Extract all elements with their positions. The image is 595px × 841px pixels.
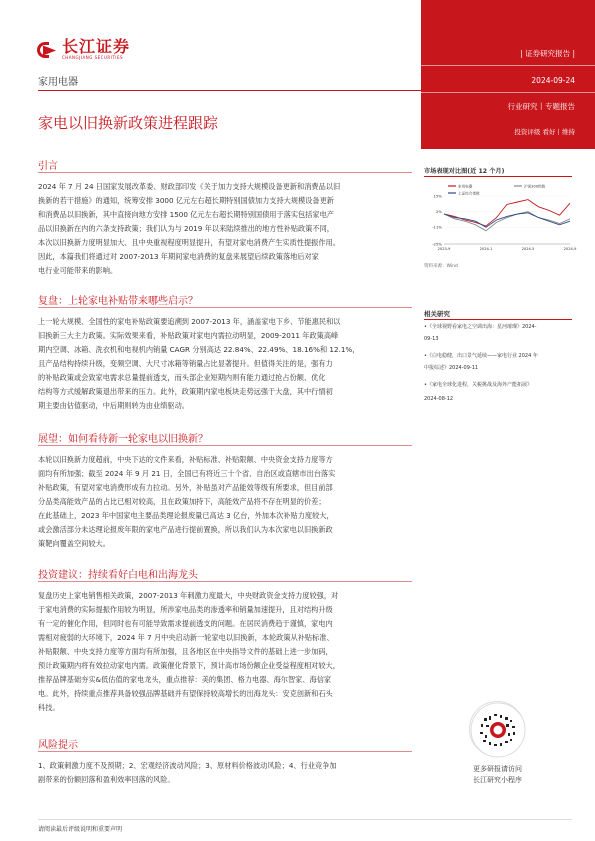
paragraph-line: 品以旧换新在内的六条支持政策；我们认为与 2019 年以来陆续推出的地方性补贴政策不同， [38, 224, 334, 233]
paragraph-line: 复盘历史上家电销售相关政策，2007-2013 年刺激力度最大，中央财政资金支持力度较强，对 [38, 591, 339, 600]
related-research-rule [424, 319, 572, 320]
x-tick-label: 2024-1 [479, 247, 493, 251]
paragraph-line: 预计政策期内将有效拉动家电内需。政策催化背景下，预计高市场份额企业受益程度相对较大， [38, 661, 340, 670]
qr-caption-line2: 长江研究小程序 [473, 776, 522, 784]
y-tick-label: 2% [435, 208, 442, 214]
legend-label: 上证综合指数 [458, 191, 480, 196]
paragraph-line: 电。此外，持续重点推荐具备较强品牌基础并有望保持较高增长的出海龙头：安克创新和石头 [38, 689, 333, 698]
report-title: 家电以旧换新政策进程跟踪 [38, 114, 219, 132]
paragraph-line: 本次以旧换新力度明显加大、且中央重视程度明显提升，有望对家电消费产生实质性提振作用。 [38, 238, 340, 247]
paragraph-line: 的补贴政策或会致家电需求总量提前透支，而头部企业短期内则有能力通过抢占份额、优化 [38, 373, 326, 382]
paragraph-line: 因此，本篇我们将通过对 2007-2013 年期间家电消费的复盘来展望后续政策落地后对家 [38, 252, 319, 261]
chart-title-rule [424, 176, 572, 177]
series-line [444, 212, 570, 231]
related-research-item: 09-13 [424, 336, 439, 342]
qr-code-icon [470, 702, 526, 758]
paragraph-line: 在此基础上，2023 年中国家电主要品类理论报废量已高达 3 亿台，外加本次补贴力度较大， [38, 511, 334, 520]
x-tick-label: 2024-9 [563, 247, 577, 251]
qr-caption-line1: 更多研报请访问 [473, 765, 522, 773]
footer-divider [38, 819, 572, 820]
section-rule [38, 445, 412, 446]
section-rule [38, 751, 412, 752]
report-date: 2024-09-24 [531, 76, 575, 85]
paragraph-line: 2024 年 7 月 24 日国家发展改革委、财政部印发《关于加力支持大规模设备更新和消费品以旧 [38, 182, 341, 191]
footer-disclaimer: 请阅读最后评级说明和重要声明 [38, 826, 123, 833]
paragraph-line: 策靶向覆盖空间较大。 [38, 539, 110, 548]
section-rule [38, 172, 412, 173]
section-paragraph [38, 589, 412, 715]
investment-rating: 投资评级 看好丨维持 [514, 128, 575, 136]
paragraph-line: 分品类高能效产品的占比已相对较高，且在政策加持下，高能效产品将不存在明显的价差； [38, 497, 326, 506]
section-paragraph [38, 315, 412, 413]
paragraph-line: 推荐品牌基础夯实&低估值的家电龙头，重点推荐：美的集团、格力电器、海尔智家、海信家 [38, 675, 332, 684]
report-type: | 证券研究报告 | [520, 49, 575, 58]
paragraph-line: 或会激活部分未达理论报废年限的家电产品进行提前置换，所以我们认为本次家电以旧换新政 [38, 525, 333, 534]
y-tick-label: -25% [432, 241, 442, 247]
paragraph-line: 剧带来的份额回落和盈利效率回落的风险。 [38, 775, 175, 784]
panel-divider [421, 92, 595, 93]
related-research-item[interactable]: •《全球视野看家电之空调出海：星河璀璨》2024- [424, 324, 537, 330]
paragraph-line: 面均有所加强；截至 2024 年 9 月 21 日，全国已有将近三十个省、自治区或直辖市出台落实 [38, 469, 336, 478]
paragraph-line: 且产品结构持续升级，变频空调、大尺寸冰箱等销量占比显著提升。但值得关注的是，强有力 [38, 359, 333, 368]
x-tick-label: 2023-9 [437, 247, 451, 251]
section-rule [38, 581, 412, 582]
paragraph-line: 需相对疲弱的大环境下，2024 年 7 月中央启动新一轮家电以旧换新，本轮政策从补贴标准、 [38, 633, 334, 642]
related-research-title: 相关研究 [424, 310, 450, 318]
paragraph-line: 上一轮大规模、全国性的家电补贴政策要追溯到 2007-2013 年，涵盖家电下乡、节能惠民和以 [38, 317, 341, 326]
logo-english-name: CHANGJIANG SECURITIES [62, 55, 124, 60]
company-logo [36, 38, 130, 61]
paragraph-line: 补贴政策，有望对家电消费形成有力拉动。另外，补贴虽对产品能效等级有所要求，但目前部 [38, 483, 333, 492]
x-tick-label: 2024-5 [521, 247, 535, 251]
section-rule [38, 307, 412, 308]
section-heading: 风险提示 [38, 740, 78, 751]
section-heading: 引言 [38, 161, 58, 172]
paragraph-line: 科技。 [38, 703, 60, 712]
paragraph-line: 有一定的催化作用，但同时也有可能导致需求提前透支的问题。在居民消费趋于谨慎，家电内 [38, 619, 333, 628]
chart-title: 市场表现对比图(近 12 个月) [424, 168, 505, 175]
paragraph-line: 1、政策刺激力度不及预期；2、宏观经济波动风险；3、原材料价格波动风险；4、行业竞争加 [38, 761, 337, 770]
logo-mark-icon [36, 39, 58, 61]
report-info-panel [421, 0, 595, 149]
chart-svg [424, 182, 577, 257]
paragraph-line: 补贴限额、中央支持力度等方面均有所加强，且各地区在中央指导文件的基础上进一步加码， [38, 647, 333, 656]
section-heading: 复盘：上轮家电补贴带来哪些启示？ [38, 296, 198, 307]
related-research-item[interactable]: •《家电全球化进程，关税挑战及海外产能拓展》 [424, 382, 532, 388]
chart-source: 资料来源：Wind [424, 264, 458, 269]
series-line [444, 213, 570, 227]
paragraph-line: 于家电消费的实际提振作用较为明显，所涉家电品类的渗透率和销量加速提升，且对结构升级 [38, 605, 333, 614]
related-research-item[interactable]: •《白电稳健，出口景气延续——家电行业 2024 年 [424, 353, 538, 359]
market-performance-chart [424, 182, 577, 257]
paragraph-line: 期主要由估值驱动，中后期则转为由业绩驱动。 [38, 401, 189, 410]
qr-code[interactable] [469, 701, 525, 757]
paragraph-line: 和消费品以旧换新，其中直接向地方安排 1500 亿元左右超长期特别国债用于落实包括家电产 [38, 210, 334, 219]
section-heading: 展望：如何看待新一轮家电以旧换新？ [38, 434, 208, 445]
section-paragraph [38, 180, 412, 278]
header-divider [38, 90, 422, 91]
logo-name: 长江证券 [62, 37, 131, 56]
paragraph-line: 电行业可能带来的影响。 [38, 266, 118, 275]
paragraph-line: 换新的若干措施》的通知，统筹安排 3000 亿元左右超长期特别国债加力支持大规模设备更新 [38, 196, 334, 205]
legend-label: 家用电器 [458, 184, 473, 189]
y-tick-label: 15% [433, 193, 442, 199]
related-research-item: 中报综述》2024-09-11 [424, 365, 479, 371]
panel-divider [421, 65, 595, 66]
y-tick-label: -11% [432, 224, 442, 230]
related-research-item: 2024-08-12 [424, 396, 454, 402]
section-heading: 投资建议：持续看好白电和出海龙头 [38, 570, 198, 581]
industry-category: 家用电器 [38, 77, 78, 88]
report-kind: 行业研究丨专题报告 [507, 102, 575, 111]
paragraph-line: 期内空调、冰箱、洗衣机和电视机内销量 CAGR 分别高达 22.84%、22.49%、18.16%和 12.1%， [38, 345, 360, 354]
section-paragraph [38, 453, 412, 551]
paragraph-line: 结构等方式缓解政策退出带来的压力。此外，政策期内家电板块走势远强于大盘，其中行情初 [38, 387, 333, 396]
legend-label: 沪深300指数 [524, 184, 546, 189]
section-paragraph [38, 759, 412, 787]
paragraph-line: 本轮以旧换新力度超前，中央下达的文件来看，补贴标准、补贴限额、中央资金支持力度等方 [38, 455, 333, 464]
paragraph-line: 旧换新三大主力政策。实际效果来看，补贴政策对家电内需拉动明显，2009-2011 年政策高峰 [38, 331, 339, 340]
